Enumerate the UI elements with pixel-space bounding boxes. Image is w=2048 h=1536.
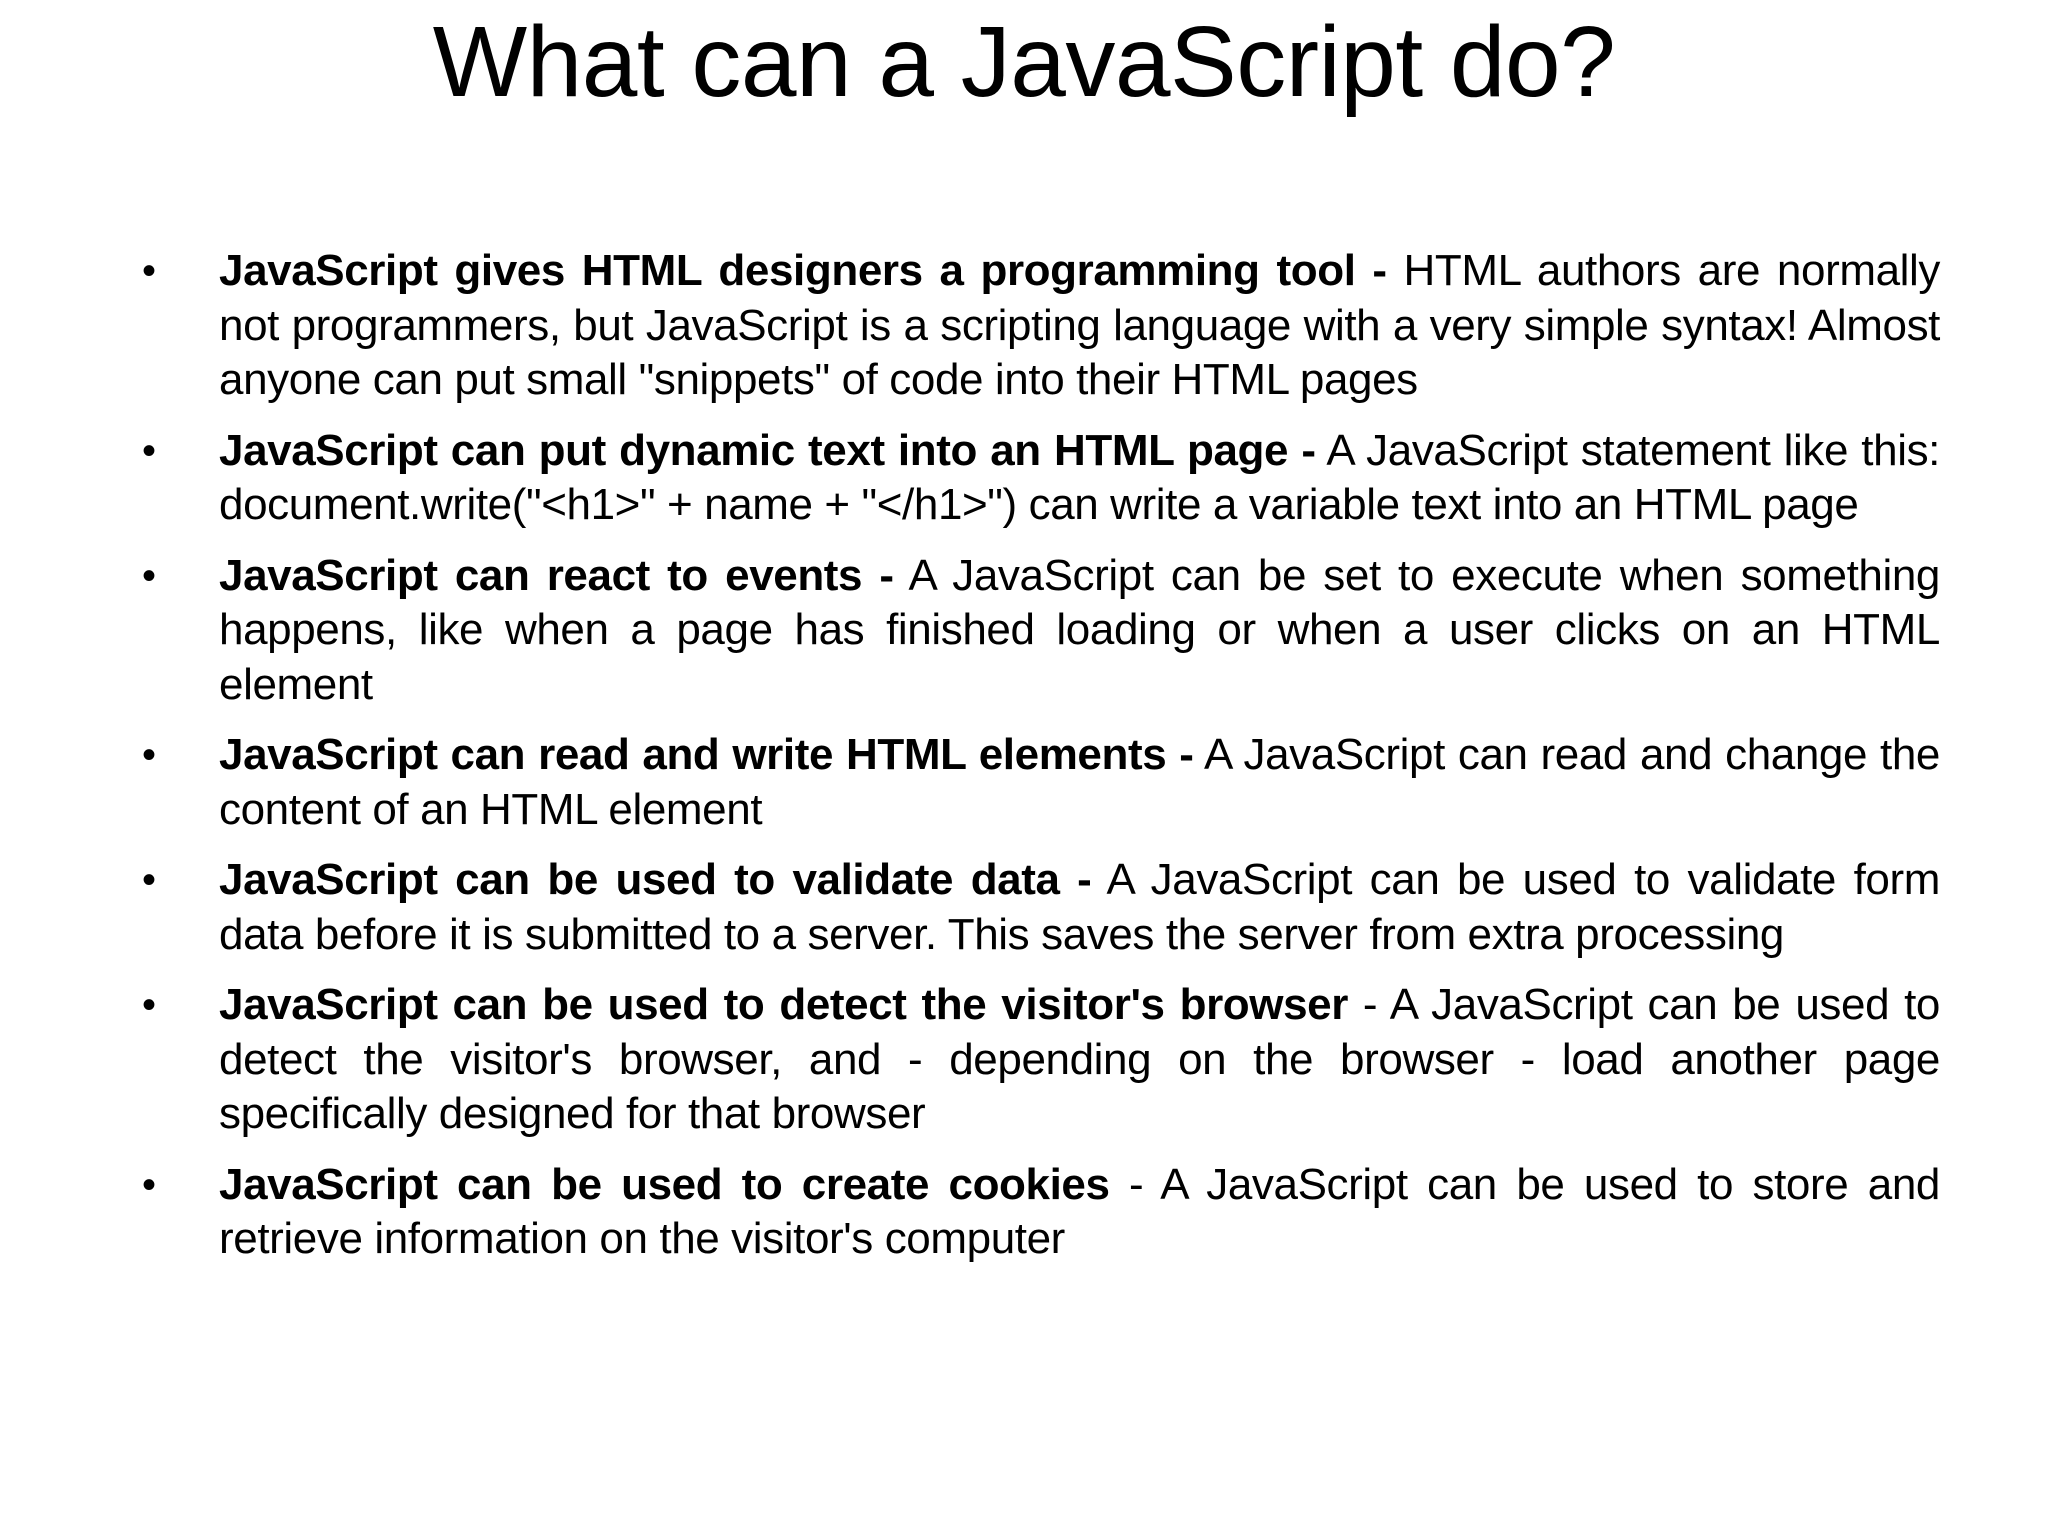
bullet-lead: JavaScript can react to events -: [219, 550, 894, 600]
bullet-text: A JavaScript statement like this: document.write("<h1>" + name + "</h1>") can write a variable text into an HTML page: [219, 425, 1940, 529]
bullet-item: [142, 1158, 1940, 1267]
bullet-dot-icon: •: [142, 858, 156, 902]
bullet-text: A JavaScript can be used to validate form data before it is submitted to a server. This saves the server from extra processing: [219, 855, 1940, 959]
bullet-list: [142, 244, 1940, 1283]
bullet-text: - A JavaScript can be used to detect the visitor's browser, and - depending on the browser - load another page specifically designed for that browser: [219, 980, 1940, 1138]
bullet-dot-icon: •: [142, 733, 156, 777]
bullet-dot-icon: •: [142, 1162, 156, 1207]
bullet-lead: JavaScript can put dynamic text into an HTML page -: [219, 425, 1316, 475]
bullet-item: [142, 424, 1940, 533]
bullet-lead: JavaScript can be used to validate data -: [219, 855, 1092, 904]
bullet-dot-icon: •: [142, 553, 156, 598]
bullet-item: [142, 728, 1940, 837]
bullet-dot-icon: •: [142, 983, 156, 1027]
bullet-text: A JavaScript can be set to execute when something happens, like when a page has finished loading or when a user clicks on an HTML element: [219, 550, 1940, 709]
bullet-text: - A JavaScript can be used to store and retrieve information on the visitor's computer: [219, 1159, 1940, 1263]
bullet-dot-icon: •: [142, 249, 156, 293]
bullet-item: [142, 978, 1940, 1142]
bullet-lead: JavaScript can be used to create cookies: [219, 1159, 1110, 1209]
bullet-dot-icon: •: [142, 428, 156, 473]
slide-title: What can a JavaScript do?: [432, 6, 1616, 118]
bullet-lead: JavaScript can read and write HTML elements -: [219, 730, 1194, 779]
bullet-text: A JavaScript can read and change the content of an HTML element: [219, 730, 1940, 834]
bullet-item: [142, 549, 1940, 713]
bullet-lead: JavaScript can be used to detect the visitor's browser: [219, 980, 1348, 1029]
bullet-item: [142, 853, 1940, 962]
bullet-text: HTML authors are normally not programmers, but JavaScript is a scripting language with a very simple syntax! Almost anyone can put small "snippets" of code into their HTML pages: [219, 246, 1940, 404]
bullet-item: [142, 244, 1940, 408]
bullet-lead: JavaScript gives HTML designers a programming tool -: [219, 246, 1387, 295]
